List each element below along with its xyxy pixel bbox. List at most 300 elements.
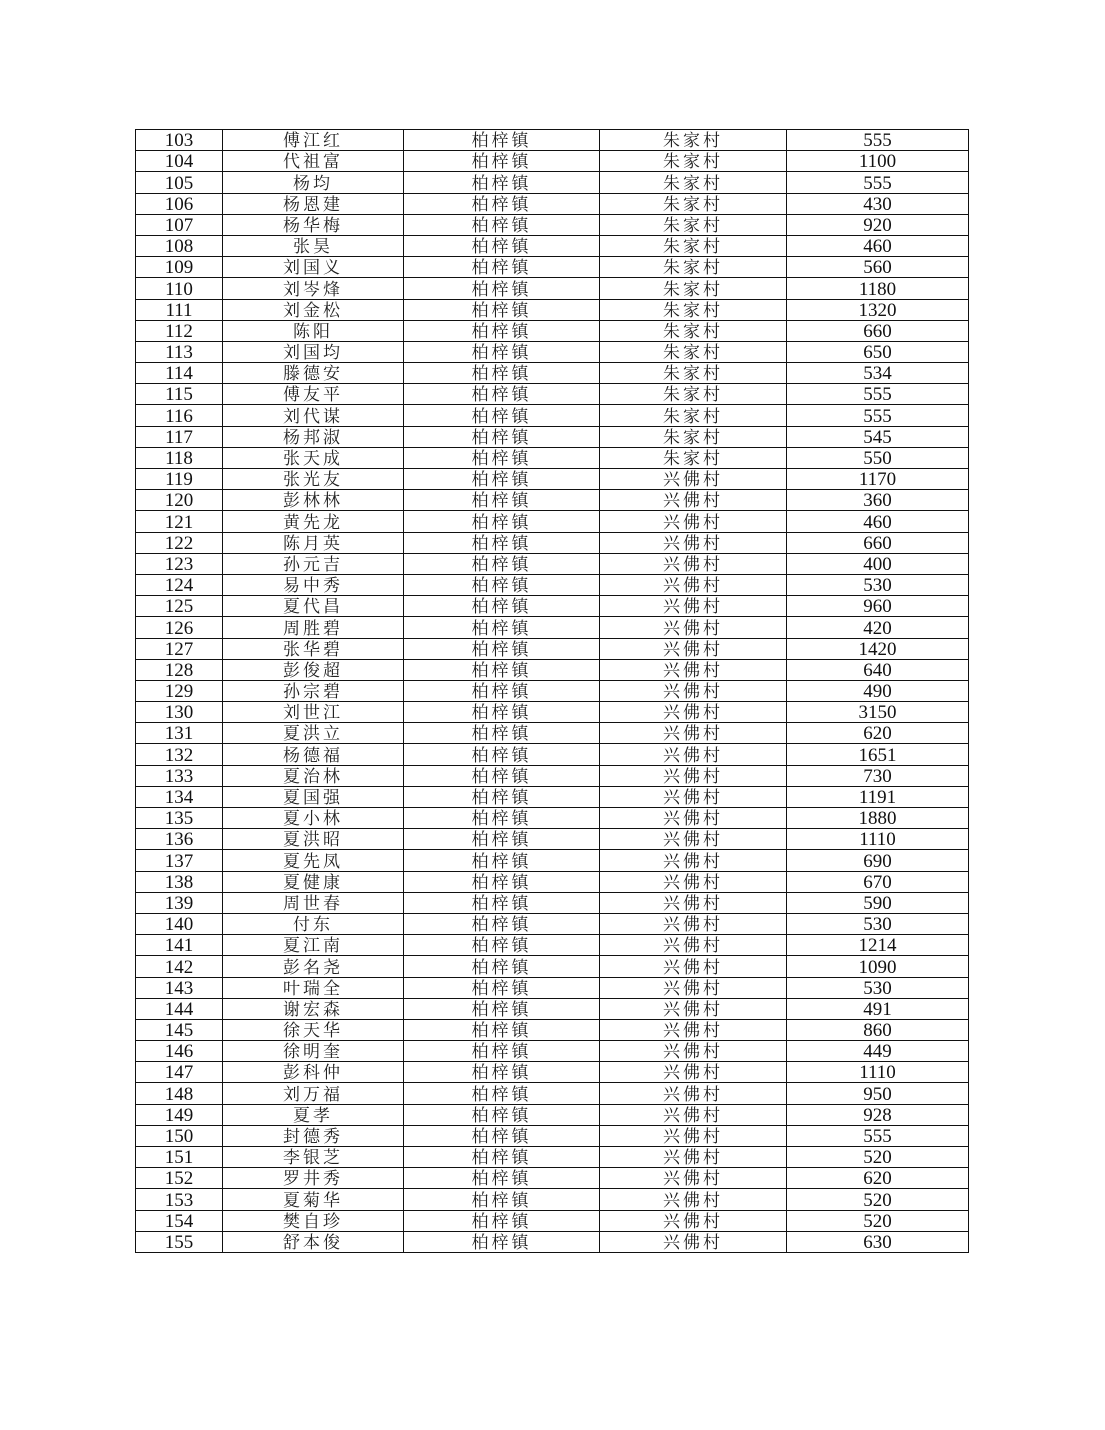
- town-cell: 柏梓镇: [404, 1231, 600, 1252]
- amount-cell: 650: [787, 341, 969, 362]
- row-number-cell: 114: [136, 363, 223, 384]
- row-number-cell: 124: [136, 574, 223, 595]
- table-row: [136, 235, 969, 256]
- village-cell: 朱家村: [600, 384, 787, 405]
- table-row: [136, 384, 969, 405]
- amount-cell: 590: [787, 892, 969, 913]
- amount-cell: 1880: [787, 808, 969, 829]
- row-number-cell: 123: [136, 553, 223, 574]
- table-row: [136, 808, 969, 829]
- name-cell: 傅江红: [223, 130, 404, 151]
- name-cell: 张华碧: [223, 638, 404, 659]
- town-cell: 柏梓镇: [404, 1147, 600, 1168]
- name-cell: 舒本俊: [223, 1231, 404, 1252]
- amount-cell: 491: [787, 998, 969, 1019]
- table-row: [136, 702, 969, 723]
- village-cell: 兴佛村: [600, 1019, 787, 1040]
- table-row: [136, 341, 969, 362]
- town-cell: 柏梓镇: [404, 723, 600, 744]
- name-cell: 夏健康: [223, 871, 404, 892]
- town-cell: 柏梓镇: [404, 765, 600, 786]
- table-row: [136, 532, 969, 553]
- amount-cell: 530: [787, 977, 969, 998]
- town-cell: 柏梓镇: [404, 532, 600, 553]
- row-number-cell: 103: [136, 130, 223, 151]
- town-cell: 柏梓镇: [404, 193, 600, 214]
- town-cell: 柏梓镇: [404, 257, 600, 278]
- amount-cell: 460: [787, 235, 969, 256]
- town-cell: 柏梓镇: [404, 1189, 600, 1210]
- amount-cell: 550: [787, 447, 969, 468]
- town-cell: 柏梓镇: [404, 935, 600, 956]
- town-cell: 柏梓镇: [404, 130, 600, 151]
- row-number-cell: 137: [136, 850, 223, 871]
- name-cell: 徐天华: [223, 1019, 404, 1040]
- row-number-cell: 122: [136, 532, 223, 553]
- village-cell: 兴佛村: [600, 935, 787, 956]
- name-cell: 夏菊华: [223, 1189, 404, 1210]
- table-row: [136, 1210, 969, 1231]
- village-cell: 兴佛村: [600, 1147, 787, 1168]
- amount-cell: 449: [787, 1041, 969, 1062]
- amount-cell: 630: [787, 1231, 969, 1252]
- town-cell: 柏梓镇: [404, 320, 600, 341]
- town-cell: 柏梓镇: [404, 1083, 600, 1104]
- row-number-cell: 108: [136, 235, 223, 256]
- village-cell: 兴佛村: [600, 956, 787, 977]
- town-cell: 柏梓镇: [404, 469, 600, 490]
- name-cell: 叶瑞全: [223, 977, 404, 998]
- amount-cell: 520: [787, 1147, 969, 1168]
- name-cell: 夏洪昭: [223, 829, 404, 850]
- town-cell: 柏梓镇: [404, 638, 600, 659]
- town-cell: 柏梓镇: [404, 1125, 600, 1146]
- name-cell: 易中秀: [223, 574, 404, 595]
- table-row: [136, 1083, 969, 1104]
- village-cell: 兴佛村: [600, 723, 787, 744]
- amount-cell: 730: [787, 765, 969, 786]
- village-cell: 兴佛村: [600, 469, 787, 490]
- name-cell: 樊自珍: [223, 1210, 404, 1231]
- table-row: [136, 193, 969, 214]
- name-cell: 罗井秀: [223, 1168, 404, 1189]
- table-row: [136, 617, 969, 638]
- name-cell: 陈阳: [223, 320, 404, 341]
- town-cell: 柏梓镇: [404, 659, 600, 680]
- town-cell: 柏梓镇: [404, 850, 600, 871]
- table-row: [136, 744, 969, 765]
- row-number-cell: 155: [136, 1231, 223, 1252]
- table-row: [136, 363, 969, 384]
- name-cell: 杨均: [223, 172, 404, 193]
- amount-cell: 960: [787, 596, 969, 617]
- table-row: [136, 596, 969, 617]
- amount-cell: 1320: [787, 299, 969, 320]
- table-row: [136, 786, 969, 807]
- name-cell: 刘金松: [223, 299, 404, 320]
- name-cell: 周胜碧: [223, 617, 404, 638]
- name-cell: 孙宗碧: [223, 680, 404, 701]
- village-cell: 兴佛村: [600, 532, 787, 553]
- name-cell: 徐明奎: [223, 1041, 404, 1062]
- table-row: [136, 935, 969, 956]
- row-number-cell: 113: [136, 341, 223, 362]
- amount-cell: 530: [787, 913, 969, 934]
- village-cell: 兴佛村: [600, 1062, 787, 1083]
- row-number-cell: 136: [136, 829, 223, 850]
- town-cell: 柏梓镇: [404, 786, 600, 807]
- amount-cell: 928: [787, 1104, 969, 1125]
- table-row: [136, 1062, 969, 1083]
- town-cell: 柏梓镇: [404, 299, 600, 320]
- name-cell: 夏孝: [223, 1104, 404, 1125]
- row-number-cell: 126: [136, 617, 223, 638]
- village-cell: 兴佛村: [600, 511, 787, 532]
- amount-cell: 670: [787, 871, 969, 892]
- row-number-cell: 132: [136, 744, 223, 765]
- village-cell: 兴佛村: [600, 1231, 787, 1252]
- amount-cell: 690: [787, 850, 969, 871]
- row-number-cell: 109: [136, 257, 223, 278]
- name-cell: 孙元吉: [223, 553, 404, 574]
- table-row: [136, 638, 969, 659]
- name-cell: 刘国均: [223, 341, 404, 362]
- amount-cell: 555: [787, 172, 969, 193]
- town-cell: 柏梓镇: [404, 702, 600, 723]
- row-number-cell: 142: [136, 956, 223, 977]
- row-number-cell: 104: [136, 151, 223, 172]
- name-cell: 刘代谋: [223, 405, 404, 426]
- name-cell: 封德秀: [223, 1125, 404, 1146]
- village-cell: 兴佛村: [600, 617, 787, 638]
- table-row: [136, 850, 969, 871]
- name-cell: 张昊: [223, 235, 404, 256]
- town-cell: 柏梓镇: [404, 151, 600, 172]
- amount-cell: 3150: [787, 702, 969, 723]
- row-number-cell: 153: [136, 1189, 223, 1210]
- name-cell: 刘万福: [223, 1083, 404, 1104]
- table-row: [136, 680, 969, 701]
- amount-cell: 555: [787, 130, 969, 151]
- amount-cell: 640: [787, 659, 969, 680]
- name-cell: 杨华梅: [223, 214, 404, 235]
- town-cell: 柏梓镇: [404, 341, 600, 362]
- town-cell: 柏梓镇: [404, 235, 600, 256]
- table-row: [136, 574, 969, 595]
- village-cell: 兴佛村: [600, 1189, 787, 1210]
- village-cell: 朱家村: [600, 341, 787, 362]
- village-cell: 朱家村: [600, 235, 787, 256]
- table-row: [136, 871, 969, 892]
- name-cell: 周世春: [223, 892, 404, 913]
- village-cell: 朱家村: [600, 257, 787, 278]
- row-number-cell: 139: [136, 892, 223, 913]
- town-cell: 柏梓镇: [404, 426, 600, 447]
- village-cell: 朱家村: [600, 447, 787, 468]
- amount-cell: 560: [787, 257, 969, 278]
- table-row: [136, 977, 969, 998]
- row-number-cell: 130: [136, 702, 223, 723]
- name-cell: 夏先凤: [223, 850, 404, 871]
- table-row: [136, 214, 969, 235]
- table-row: [136, 659, 969, 680]
- town-cell: 柏梓镇: [404, 829, 600, 850]
- table-row: [136, 1231, 969, 1252]
- amount-cell: 545: [787, 426, 969, 447]
- row-number-cell: 117: [136, 426, 223, 447]
- village-cell: 朱家村: [600, 193, 787, 214]
- village-cell: 兴佛村: [600, 1083, 787, 1104]
- name-cell: 滕德安: [223, 363, 404, 384]
- village-cell: 兴佛村: [600, 786, 787, 807]
- row-number-cell: 146: [136, 1041, 223, 1062]
- row-number-cell: 145: [136, 1019, 223, 1040]
- village-cell: 兴佛村: [600, 638, 787, 659]
- amount-cell: 1110: [787, 1062, 969, 1083]
- amount-cell: 555: [787, 384, 969, 405]
- table-row: [136, 1104, 969, 1125]
- village-cell: 兴佛村: [600, 553, 787, 574]
- amount-cell: 1170: [787, 469, 969, 490]
- village-cell: 兴佛村: [600, 574, 787, 595]
- village-cell: 兴佛村: [600, 892, 787, 913]
- amount-cell: 620: [787, 1168, 969, 1189]
- name-cell: 彭名尧: [223, 956, 404, 977]
- subsidy-list-table: [135, 129, 969, 1253]
- name-cell: 夏国强: [223, 786, 404, 807]
- row-number-cell: 127: [136, 638, 223, 659]
- village-cell: 兴佛村: [600, 829, 787, 850]
- village-cell: 朱家村: [600, 363, 787, 384]
- name-cell: 张天成: [223, 447, 404, 468]
- amount-cell: 1651: [787, 744, 969, 765]
- row-number-cell: 152: [136, 1168, 223, 1189]
- table-row: [136, 320, 969, 341]
- name-cell: 付东: [223, 913, 404, 934]
- table-row: [136, 892, 969, 913]
- row-number-cell: 121: [136, 511, 223, 532]
- table-row: [136, 1019, 969, 1040]
- table-row: [136, 765, 969, 786]
- name-cell: 夏洪立: [223, 723, 404, 744]
- table-row: [136, 913, 969, 934]
- table-row: [136, 511, 969, 532]
- village-cell: 兴佛村: [600, 596, 787, 617]
- name-cell: 刘国义: [223, 257, 404, 278]
- row-number-cell: 134: [136, 786, 223, 807]
- town-cell: 柏梓镇: [404, 363, 600, 384]
- row-number-cell: 120: [136, 490, 223, 511]
- village-cell: 兴佛村: [600, 1125, 787, 1146]
- amount-cell: 555: [787, 405, 969, 426]
- row-number-cell: 106: [136, 193, 223, 214]
- amount-cell: 660: [787, 320, 969, 341]
- row-number-cell: 133: [136, 765, 223, 786]
- village-cell: 兴佛村: [600, 490, 787, 511]
- name-cell: 夏小林: [223, 808, 404, 829]
- row-number-cell: 147: [136, 1062, 223, 1083]
- village-cell: 兴佛村: [600, 998, 787, 1019]
- row-number-cell: 150: [136, 1125, 223, 1146]
- table-row: [136, 257, 969, 278]
- row-number-cell: 149: [136, 1104, 223, 1125]
- table-row: [136, 405, 969, 426]
- table-row: [136, 130, 969, 151]
- table-row: [136, 1125, 969, 1146]
- town-cell: 柏梓镇: [404, 1041, 600, 1062]
- village-cell: 兴佛村: [600, 765, 787, 786]
- village-cell: 朱家村: [600, 320, 787, 341]
- town-cell: 柏梓镇: [404, 956, 600, 977]
- name-cell: 刘岑烽: [223, 278, 404, 299]
- amount-cell: 920: [787, 214, 969, 235]
- village-cell: 兴佛村: [600, 702, 787, 723]
- village-cell: 兴佛村: [600, 871, 787, 892]
- village-cell: 兴佛村: [600, 659, 787, 680]
- amount-cell: 1180: [787, 278, 969, 299]
- name-cell: 黄先龙: [223, 511, 404, 532]
- table-row: [136, 723, 969, 744]
- name-cell: 夏江南: [223, 935, 404, 956]
- village-cell: 兴佛村: [600, 1104, 787, 1125]
- village-cell: 朱家村: [600, 278, 787, 299]
- row-number-cell: 135: [136, 808, 223, 829]
- amount-cell: 430: [787, 193, 969, 214]
- village-cell: 兴佛村: [600, 744, 787, 765]
- town-cell: 柏梓镇: [404, 574, 600, 595]
- amount-cell: 360: [787, 490, 969, 511]
- row-number-cell: 125: [136, 596, 223, 617]
- village-cell: 兴佛村: [600, 808, 787, 829]
- row-number-cell: 119: [136, 469, 223, 490]
- table-row: [136, 299, 969, 320]
- name-cell: 杨德福: [223, 744, 404, 765]
- table-row: [136, 829, 969, 850]
- town-cell: 柏梓镇: [404, 998, 600, 1019]
- name-cell: 谢宏森: [223, 998, 404, 1019]
- town-cell: 柏梓镇: [404, 490, 600, 511]
- row-number-cell: 111: [136, 299, 223, 320]
- town-cell: 柏梓镇: [404, 447, 600, 468]
- table-row: [136, 998, 969, 1019]
- name-cell: 杨邦淑: [223, 426, 404, 447]
- name-cell: 夏治林: [223, 765, 404, 786]
- row-number-cell: 151: [136, 1147, 223, 1168]
- row-number-cell: 143: [136, 977, 223, 998]
- town-cell: 柏梓镇: [404, 808, 600, 829]
- row-number-cell: 105: [136, 172, 223, 193]
- amount-cell: 555: [787, 1125, 969, 1146]
- amount-cell: 400: [787, 553, 969, 574]
- table-row: [136, 151, 969, 172]
- village-cell: 兴佛村: [600, 1210, 787, 1231]
- amount-cell: 1100: [787, 151, 969, 172]
- table-row: [136, 1189, 969, 1210]
- row-number-cell: 141: [136, 935, 223, 956]
- amount-cell: 530: [787, 574, 969, 595]
- row-number-cell: 115: [136, 384, 223, 405]
- amount-cell: 860: [787, 1019, 969, 1040]
- village-cell: 兴佛村: [600, 680, 787, 701]
- table-row: [136, 447, 969, 468]
- name-cell: 彭俊超: [223, 659, 404, 680]
- amount-cell: 420: [787, 617, 969, 638]
- town-cell: 柏梓镇: [404, 553, 600, 574]
- amount-cell: 660: [787, 532, 969, 553]
- amount-cell: 1191: [787, 786, 969, 807]
- town-cell: 柏梓镇: [404, 172, 600, 193]
- row-number-cell: 107: [136, 214, 223, 235]
- table-row: [136, 490, 969, 511]
- town-cell: 柏梓镇: [404, 214, 600, 235]
- row-number-cell: 131: [136, 723, 223, 744]
- town-cell: 柏梓镇: [404, 892, 600, 913]
- name-cell: 杨恩建: [223, 193, 404, 214]
- amount-cell: 534: [787, 363, 969, 384]
- table-row: [136, 426, 969, 447]
- table-row: [136, 1147, 969, 1168]
- amount-cell: 1090: [787, 956, 969, 977]
- town-cell: 柏梓镇: [404, 1104, 600, 1125]
- name-cell: 彭林林: [223, 490, 404, 511]
- village-cell: 朱家村: [600, 426, 787, 447]
- table-row: [136, 956, 969, 977]
- village-cell: 朱家村: [600, 405, 787, 426]
- table-body: [136, 130, 969, 1253]
- row-number-cell: 128: [136, 659, 223, 680]
- amount-cell: 620: [787, 723, 969, 744]
- row-number-cell: 138: [136, 871, 223, 892]
- town-cell: 柏梓镇: [404, 596, 600, 617]
- row-number-cell: 144: [136, 998, 223, 1019]
- table-row: [136, 278, 969, 299]
- row-number-cell: 154: [136, 1210, 223, 1231]
- table-row: [136, 553, 969, 574]
- amount-cell: 1110: [787, 829, 969, 850]
- table-row: [136, 1168, 969, 1189]
- table-row: [136, 172, 969, 193]
- village-cell: 朱家村: [600, 172, 787, 193]
- town-cell: 柏梓镇: [404, 1062, 600, 1083]
- table-row: [136, 1041, 969, 1062]
- town-cell: 柏梓镇: [404, 384, 600, 405]
- amount-cell: 520: [787, 1189, 969, 1210]
- row-number-cell: 116: [136, 405, 223, 426]
- village-cell: 朱家村: [600, 151, 787, 172]
- amount-cell: 460: [787, 511, 969, 532]
- name-cell: 李银芝: [223, 1147, 404, 1168]
- name-cell: 傅友平: [223, 384, 404, 405]
- name-cell: 夏代昌: [223, 596, 404, 617]
- town-cell: 柏梓镇: [404, 1210, 600, 1231]
- row-number-cell: 110: [136, 278, 223, 299]
- row-number-cell: 129: [136, 680, 223, 701]
- amount-cell: 520: [787, 1210, 969, 1231]
- amount-cell: 1420: [787, 638, 969, 659]
- village-cell: 朱家村: [600, 130, 787, 151]
- town-cell: 柏梓镇: [404, 977, 600, 998]
- village-cell: 朱家村: [600, 299, 787, 320]
- row-number-cell: 118: [136, 447, 223, 468]
- name-cell: 彭科仲: [223, 1062, 404, 1083]
- name-cell: 张光友: [223, 469, 404, 490]
- village-cell: 兴佛村: [600, 913, 787, 934]
- town-cell: 柏梓镇: [404, 1168, 600, 1189]
- town-cell: 柏梓镇: [404, 617, 600, 638]
- town-cell: 柏梓镇: [404, 913, 600, 934]
- town-cell: 柏梓镇: [404, 278, 600, 299]
- town-cell: 柏梓镇: [404, 1019, 600, 1040]
